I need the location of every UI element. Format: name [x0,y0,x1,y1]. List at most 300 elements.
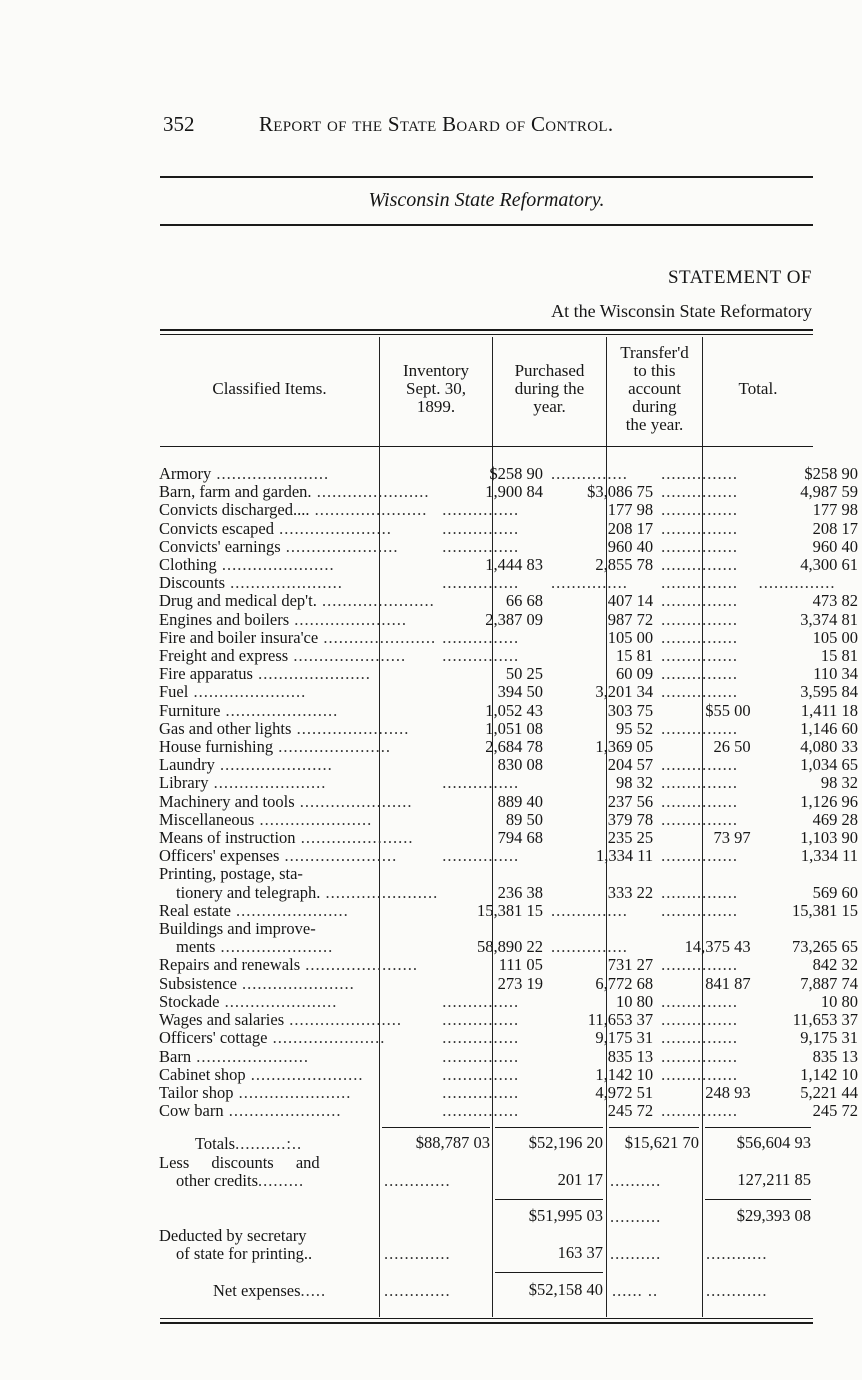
cell-purchased [547,1011,657,1029]
row-label-text: Real estate [159,901,231,920]
cell-value: $55 00 [705,701,751,720]
row-label: Officers' cottage ...................... [159,1029,386,1048]
table-row [159,956,862,974]
cell-total [755,756,862,774]
cell-transferred: ............... [661,956,738,975]
row-label-text: Officers' cottage [159,1029,268,1048]
cell-value: 960 40 [607,537,654,556]
cell-value: $3,086 75 [587,483,654,502]
row-label-text: Cabinet shop [159,1065,246,1084]
table-row [159,756,862,774]
row-label-text: Machinery and tools [159,792,295,811]
cell-inventory: ............... [442,1083,520,1102]
bottom-rule-2 [160,1322,813,1324]
header-inventory [380,362,492,416]
cell-value: 731 27 [607,956,654,975]
cell-total [755,1029,862,1047]
row-label: Convicts escaped ...................... [159,519,392,538]
row-label: Convicts' earnings ...................... [159,537,399,556]
cell-value: 208 17 [812,519,858,538]
items-body [159,465,862,1120]
row-label: Machinery and tools ...................... [159,792,413,811]
table-row [159,884,862,902]
cell-value: 15 81 [615,647,654,666]
row-label: Furniture ...................... [159,701,339,720]
cell-purchased [547,829,657,847]
cell-transferred: ............... [661,1102,738,1121]
cell-transferred: ............... [661,901,738,920]
header-purchased-line: during the [514,379,585,398]
table-row [159,465,862,483]
totals-label-text: Totals [195,1134,236,1153]
row-label: Subsistence ...................... [159,974,355,993]
running-title: Report of the State Board of Control. [259,112,614,136]
cell-value: 237 56 [607,792,654,811]
less-total: 127,211 85 [737,1170,811,1189]
deducted-label-2: of state for printing.. [176,1244,313,1263]
row-label: Barn, farm and garden. ...................... [159,483,430,502]
cell-value: 9,175 31 [595,1029,654,1048]
net-label: Net expenses..... [213,1281,327,1300]
cell-value: 2,387 09 [485,610,543,629]
table-row [159,574,862,592]
cell-inventory [438,975,547,993]
row-label: Fuel ...................... [159,683,307,702]
cell-value: 9,175 31 [800,1029,858,1048]
cell-transferred: ............... [661,519,738,538]
cell-total [755,520,862,538]
cell-transferred: ............... [661,483,738,502]
cell-inventory: ............... [442,537,520,556]
cell-transferred [657,920,755,938]
cell-total [755,920,862,938]
cell-purchased [547,520,657,538]
header-total: Total. [738,379,778,398]
cell-value: 1,052 43 [485,701,543,720]
header-transferred-line: the year. [625,415,684,434]
cell-inventory: ............... [442,1065,520,1084]
cell-purchased [547,1066,657,1084]
cell-total [755,738,862,756]
cell-total [755,1066,862,1084]
row-label-text: Furniture [159,701,221,720]
cell-value: 3,595 84 [800,683,858,702]
table-top-rule-2 [160,334,813,335]
cell-value: 1,334 11 [595,847,654,866]
header-purchased-line: Purchased [514,361,585,380]
page-header [163,112,813,137]
section-title: Wisconsin State Reformatory. [368,189,605,211]
cell-value: 15,381 15 [792,901,858,920]
cell-value: 105 00 [607,628,654,647]
cell-total [755,592,862,610]
table-row [159,647,862,665]
cell-transferred [657,938,755,956]
row-label: Armory ...................... [159,465,330,483]
table-row [159,993,862,1011]
cell-inventory: ............... [442,1011,520,1030]
header-purchased [493,362,606,416]
cell-purchased [547,993,657,1011]
cell-value: 835 13 [607,1047,654,1066]
cell-inventory [438,829,547,847]
cell-transferred: ............... [661,756,738,775]
cell-total [755,811,862,829]
table-row [159,975,862,993]
cell-value: 6,772 68 [595,974,654,993]
row-label: Engines and boilers ...................... [159,610,408,629]
cell-value: 111 05 [498,956,543,975]
cell-inventory [438,665,547,683]
row-label: Convicts discharged.... ...................... [159,501,428,520]
cell-value: 15,381 15 [476,901,543,920]
row-label-text: ments [176,938,216,957]
cell-purchased [547,1102,657,1120]
cell-inventory [438,865,547,883]
cell-value: 469 28 [812,810,858,829]
cell-inventory [438,738,547,756]
header-inventory-line: Inventory [402,361,470,380]
table-row [159,938,862,956]
cell-transferred: ............... [661,647,738,666]
cell-value: 835 13 [812,1047,858,1066]
table-row [159,683,862,701]
row-label: Drug and medical dep't. ...................... [159,592,435,611]
cell-total [755,720,862,738]
table-row [159,1029,862,1047]
row-label-text: Armory [159,465,212,483]
less-label-1: Less discounts and [159,1153,320,1172]
cell-transferred: ............... [661,1047,738,1066]
cell-inventory [438,793,547,811]
cell-value: 10 80 [615,992,654,1011]
table-row [159,920,862,938]
table-row [159,1011,862,1029]
cell-value: 3,201 34 [595,683,654,702]
row-label-text: Subsistence [159,974,237,993]
row-label: Library ...................... [159,774,327,793]
row-label-text: Officers' expenses [159,847,280,866]
cell-value: 105 00 [812,628,858,647]
totals-rule-tot [705,1127,811,1128]
cell-transferred: ............... [661,610,738,629]
cell-value: 1,900 84 [485,483,543,502]
cell-value: 407 14 [607,592,654,611]
cell-value: 66 68 [505,592,543,611]
statement-title: STATEMENT OF [667,267,812,288]
row-label: Fire and boiler insura'ce ...................... [159,628,437,647]
row-label-text: Barn, farm and garden. [159,483,312,502]
cell-inventory [438,902,547,920]
cell-transferred: ............... [661,883,738,902]
cell-purchased [547,665,657,683]
table-row [159,811,862,829]
row-label-text: Fuel [159,683,189,702]
cell-purchased [547,956,657,974]
cell-purchased [547,1029,657,1047]
table-row [159,902,862,920]
cell-transferred: ............... [661,574,738,593]
cell-transferred: ............... [661,501,738,520]
cell-total [755,975,862,993]
row-label: Repairs and renewals ...................... [159,956,418,975]
row-label: Stockade ...................... [159,992,338,1011]
cell-total [755,884,862,902]
row-label-text: Buildings and improve- [159,920,316,939]
cell-transferred: ............... [661,774,738,793]
cell-inventory: ............... [442,847,520,866]
net-tot-dots: ............ [706,1281,768,1300]
cell-inventory [438,611,547,629]
cell-total [755,865,862,883]
cell-value: 58,890 22 [476,938,543,957]
cell-value: 379 78 [607,810,654,829]
cell-purchased [547,629,657,647]
cell-total [755,829,862,847]
row-label: Laundry ...................... [159,756,333,775]
row-label [159,865,438,883]
cell-total [755,1011,862,1029]
cell-value: 11,653 37 [792,1011,858,1030]
cell-total [755,538,862,556]
row-label-text: Wages and salaries [159,1011,285,1030]
cell-value: 95 52 [615,719,654,738]
totals-rule-pur [495,1127,603,1128]
subtotal-rule-tot [705,1199,811,1200]
cell-inventory [438,702,547,720]
cell-value: 842 32 [812,956,858,975]
cell-total [755,847,862,865]
table-row [159,483,862,501]
cell-inventory [438,920,547,938]
net-tr-dots: ...... .. [612,1281,659,1300]
subtotal-tr-dots: .......... [610,1207,662,1226]
cell-value: 1,369 05 [595,738,654,757]
row-label-text: Gas and other lights [159,719,292,738]
cell-total [755,647,862,665]
cell-inventory: ............... [442,519,520,538]
cell-value: 333 22 [607,883,654,902]
cell-total [755,774,862,792]
cell-value: $258 90 [804,465,858,483]
row-label: Clothing ...................... [159,556,335,575]
table-row [159,702,862,720]
cell-inventory: ............... [442,1102,520,1121]
deducted-label-1: Deducted by secretary [159,1226,307,1245]
subtotal-total: $29,393 08 [736,1206,811,1225]
cell-value: 73 97 [713,829,751,848]
table-row [159,847,862,865]
cell-transferred: ............... [661,792,738,811]
cell-value: 98 32 [820,774,858,793]
cell-value: 2,684 78 [485,738,543,757]
cell-value: 15 81 [820,647,858,666]
cell-inventory [438,956,547,974]
cell-purchased [547,774,657,792]
cell-transferred: ............... [661,556,738,575]
row-label: Gas and other lights ...................... [159,719,410,738]
cell-value: 245 72 [812,1102,858,1121]
cell-value: 89 50 [505,810,543,829]
cell-value: 1,103 90 [800,829,858,848]
row-label-text: Means of instruction [159,829,296,848]
header-transferred-line: to this [633,361,676,380]
cell-value: 794 68 [497,829,543,848]
cell-inventory [438,483,547,501]
cell-value: 7,887 74 [800,974,858,993]
row-label-text: Miscellaneous [159,810,255,829]
cell-transferred: ............... [661,1065,738,1084]
subtotal-rule-pur [495,1199,603,1200]
table-row [159,829,862,847]
table-row [159,629,862,647]
totals-label: Totals..........:.. [195,1134,303,1153]
cell-transferred: ............... [661,592,738,611]
cell-purchased [547,847,657,865]
cell-value: 1,146 60 [800,719,858,738]
deducted-tot-dots: ............ [706,1244,768,1263]
cell-value: 60 09 [615,665,654,684]
less-label-2: other credits......... [176,1171,305,1190]
cell-purchased [547,720,657,738]
cell-total [755,483,862,501]
cell-inventory: ............... [442,1029,520,1048]
cell-inventory: ............... [442,647,520,666]
cell-value: 110 34 [813,665,858,684]
row-label-text: Stockade [159,992,220,1011]
cell-transferred: ............... [661,992,738,1011]
cell-total [755,611,862,629]
less-inv-dots: ............. [384,1171,451,1190]
cell-inventory [438,683,547,701]
net-rule-pur [495,1272,603,1273]
cell-transferred: ............... [661,847,738,866]
cell-value: 569 60 [812,883,858,902]
totals-total: $56,604 93 [736,1133,811,1152]
cell-value: 1,142 10 [800,1065,858,1084]
cell-total [755,702,862,720]
table-row [159,501,862,519]
cell-value: 1,334 11 [800,847,858,866]
header-transferred-line: Transfer'd [620,343,689,362]
row-label-text: Laundry [159,756,215,775]
cell-value: 1,126 96 [800,792,858,811]
cell-inventory [438,556,547,574]
cell-inventory: ............... [442,628,520,647]
row-label: ments ...................... [176,938,334,957]
cell-value: 3,374 81 [800,610,858,629]
table-row [159,738,862,756]
cell-value: 4,972 51 [595,1083,654,1102]
row-label: Barn ...................... [159,1047,309,1066]
cell-total [755,556,862,574]
cell-value: 1,142 10 [595,1065,654,1084]
cell-purchased [547,647,657,665]
cell-value: 208 17 [607,519,654,538]
cell-transferred [657,829,755,847]
cell-total [755,501,862,519]
cell-inventory: ............... [442,574,520,593]
cell-value: 50 25 [505,665,543,684]
header-inventory-line: Sept. 30, [406,379,466,398]
cell-inventory: ............... [442,501,520,520]
cell-value: 830 08 [497,756,543,775]
cell-purchased [547,756,657,774]
header-inventory-line: 1899. [416,397,456,416]
cell-value: 1,051 08 [485,719,543,738]
header-transferred [607,344,702,434]
cell-total [755,793,862,811]
cell-total [755,1102,862,1120]
cell-total: ............... [758,574,836,593]
totals-rule-inv [382,1127,490,1128]
deducted-purchased: 163 37 [557,1243,603,1262]
table-row [159,1102,862,1120]
cell-purchased [547,920,657,938]
subtotal-purchased: $51,995 03 [528,1206,603,1225]
header-rule-label [160,446,379,447]
totals-inventory: $88,787 03 [415,1133,490,1152]
cell-transferred: ............... [661,665,738,684]
cell-purchased [547,611,657,629]
section-rule [160,224,813,226]
cell-value: 14,375 43 [684,938,751,957]
row-label-text: Discounts [159,574,225,593]
cell-transferred: ............... [661,537,738,556]
row-label: tionery and telegraph. ...................... [176,883,439,902]
cell-purchased [547,501,657,519]
cell-value: 236 38 [497,883,543,902]
cell-value: 4,987 59 [800,483,858,502]
row-label-text: Convicts discharged.... [159,501,310,520]
cell-purchased: ............... [550,938,628,957]
cell-transferred [657,865,755,883]
cell-purchased [547,592,657,610]
row-label-text: Tailor shop [159,1083,234,1102]
cell-total [755,956,862,974]
cell-total [755,629,862,647]
row-label-text: Fire apparatus [159,665,253,684]
cell-transferred [657,975,755,993]
cell-purchased: ............... [550,574,628,593]
row-label-text: Repairs and renewals [159,956,301,975]
cell-inventory [438,884,547,902]
cell-value: 98 32 [615,774,654,793]
cell-total [755,993,862,1011]
cell-transferred: ............... [661,465,738,483]
row-label: Officers' expenses ...................... [159,847,398,866]
cell-purchased [547,683,657,701]
cell-value: 960 40 [812,537,858,556]
table-row [159,1084,862,1102]
row-label: Means of instruction ...................... [159,829,414,848]
cell-value: 1,034 65 [800,756,858,775]
header-transferred-line: account [628,379,681,398]
cell-inventory [438,811,547,829]
cell-value: 177 98 [607,501,654,520]
cell-transferred: ............... [661,683,738,702]
cell-value: 4,080 33 [800,738,858,757]
cell-value: 473 82 [812,592,858,611]
cell-total [755,465,862,483]
table-row [159,556,862,574]
net-label-text: Net expenses [213,1281,301,1300]
totals-transferred: $15,621 70 [624,1133,699,1152]
cell-value: 394 50 [497,683,543,702]
cell-inventory: ............... [442,774,520,793]
table-top-rule [160,329,813,331]
cell-value: 235 25 [607,829,654,848]
